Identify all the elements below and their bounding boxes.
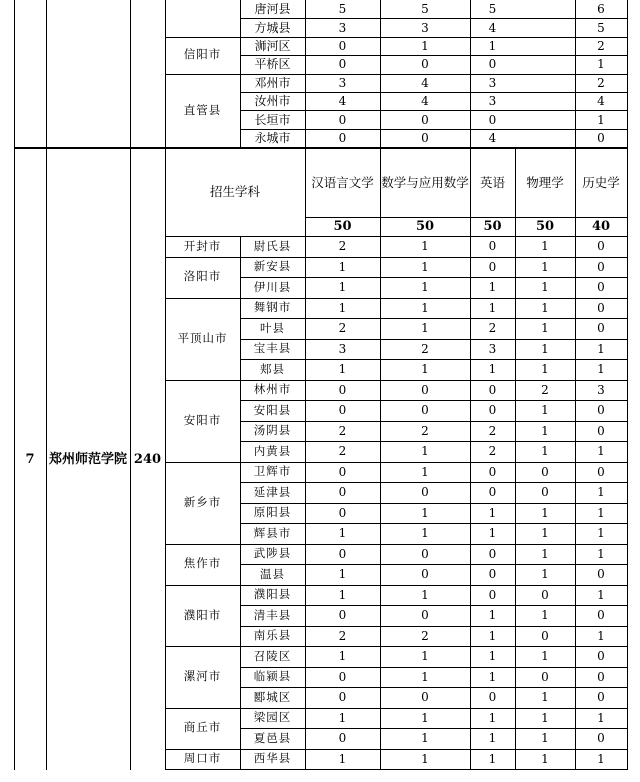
quota-value: 0 <box>338 382 347 397</box>
city-name: 周口市 <box>183 751 222 765</box>
quota-value: 0 <box>421 382 429 397</box>
grid-line <box>165 585 628 586</box>
county-name: 汤阴县 <box>253 423 292 437</box>
quota-value: 1 <box>597 341 605 356</box>
quota-value: 0 <box>597 731 605 746</box>
grid-line <box>240 92 628 93</box>
quota-value: 3 <box>421 20 429 35</box>
quota-value: 1 <box>421 259 429 274</box>
subject-name: 物理学 <box>526 174 564 190</box>
quota-value: 0 <box>421 567 429 582</box>
quota-value: 1 <box>541 751 549 766</box>
quota-value: 0 <box>338 505 347 520</box>
grid-line <box>240 18 628 19</box>
quota-value: 1 <box>488 38 497 53</box>
quota-value: 0 <box>338 38 347 53</box>
quota-value: 0 <box>421 403 429 418</box>
quota-value: 0 <box>488 382 497 397</box>
county-name: 长垣市 <box>254 112 291 127</box>
quota-value: 1 <box>597 57 605 72</box>
grid-line <box>165 298 628 299</box>
grid-line <box>165 37 628 38</box>
quota-value: 2 <box>488 321 497 336</box>
grid-line <box>380 149 381 770</box>
quota-value: 1 <box>541 259 549 274</box>
quota-value: 1 <box>541 567 549 582</box>
quota-value: 1 <box>488 526 497 541</box>
county-name: 濮阳县 <box>253 587 292 601</box>
quota-value: 0 <box>488 587 497 602</box>
quota-value: 2 <box>597 75 605 90</box>
quota-value: 1 <box>597 362 605 377</box>
grid-line <box>165 74 628 75</box>
quota-value: 1 <box>541 526 549 541</box>
quota-value: 2 <box>488 444 497 459</box>
grid-line <box>240 400 628 401</box>
quota-value: 0 <box>338 546 347 561</box>
subject-quota: 50 <box>415 219 435 234</box>
quota-value: 1 <box>597 112 605 127</box>
quota-value: 0 <box>597 280 605 295</box>
total-quota: 240 <box>133 451 162 467</box>
subject-name: 历史学 <box>582 174 620 190</box>
grid-line <box>165 257 628 258</box>
quota-value: 0 <box>488 690 497 705</box>
grid-line <box>240 421 628 422</box>
county-name: 召陵区 <box>253 648 292 663</box>
city-name: 平顶山市 <box>177 330 228 345</box>
row-index: 7 <box>25 451 35 467</box>
quota-value: 0 <box>421 690 429 705</box>
quota-value: 1 <box>541 280 549 295</box>
grid-line <box>515 149 516 770</box>
quota-value: 0 <box>421 57 429 72</box>
quota-value: 1 <box>338 362 347 377</box>
county-name: 尉氏县 <box>253 238 292 253</box>
quota-value: 1 <box>338 526 347 541</box>
county-name: 原阳县 <box>253 505 292 519</box>
quota-value: 2 <box>421 341 429 356</box>
quota-value: 1 <box>541 362 549 377</box>
quota-value: 0 <box>488 403 497 418</box>
grid-line <box>305 149 306 770</box>
quota-value: 1 <box>488 608 497 623</box>
grid-line <box>130 0 131 148</box>
quota-value: 0 <box>338 608 347 623</box>
quota-value: 2 <box>338 239 347 254</box>
quota-value: 1 <box>541 321 549 336</box>
quota-value: 2 <box>421 423 429 438</box>
grid-line <box>165 646 628 647</box>
city-name: 焦作市 <box>183 556 222 571</box>
quota-value: 1 <box>597 710 605 725</box>
quota-value: 1 <box>338 710 347 725</box>
city-name: 开封市 <box>183 238 222 253</box>
county-name: 舞钢市 <box>253 300 292 314</box>
quota-value: 1 <box>541 341 549 356</box>
city-name: 洛阳市 <box>183 269 222 284</box>
grid-line <box>240 728 628 729</box>
grid-line <box>240 441 628 442</box>
grid-line <box>130 149 131 770</box>
county-name: 汝州市 <box>254 94 291 109</box>
grid-line <box>240 667 628 668</box>
quota-value: 0 <box>488 485 497 500</box>
county-name: 温县 <box>260 566 285 581</box>
grid-line <box>165 708 628 709</box>
quota-value: 1 <box>597 587 605 602</box>
quota-value: 1 <box>488 628 497 643</box>
quota-value: 0 <box>338 130 347 145</box>
quota-value: 3 <box>488 75 497 90</box>
grid-line <box>240 564 628 565</box>
quota-value: 0 <box>488 112 497 127</box>
quota-value: 4 <box>421 94 429 109</box>
grid-line <box>240 277 628 278</box>
quota-value: 5 <box>488 2 497 17</box>
outer-left-line <box>14 149 15 770</box>
subject-quota: 50 <box>535 219 555 234</box>
county-name: 伊川县 <box>253 279 292 294</box>
quota-value: 1 <box>338 751 347 766</box>
quota-value: 0 <box>597 690 605 705</box>
county-name: 卫辉市 <box>253 464 292 478</box>
quota-value: 3 <box>597 382 605 397</box>
quota-value: 2 <box>338 321 347 336</box>
grid-line <box>240 339 628 340</box>
quota-value: 1 <box>541 608 549 623</box>
quota-value: 4 <box>597 94 605 109</box>
quota-value: 3 <box>338 75 347 90</box>
quota-value: 0 <box>541 485 549 500</box>
grid-line <box>240 687 628 688</box>
quota-value: 1 <box>338 649 347 664</box>
county-name: 武陟县 <box>253 546 292 560</box>
quota-value: 1 <box>488 669 497 684</box>
county-name: 平桥区 <box>254 57 291 72</box>
subject-quota: 50 <box>333 219 352 234</box>
quota-value: 0 <box>421 112 429 127</box>
quota-value: 2 <box>338 423 347 438</box>
quota-value: 3 <box>338 20 347 35</box>
grid-line <box>470 149 471 770</box>
quota-value: 1 <box>597 505 605 520</box>
outer-left-line <box>14 0 15 148</box>
school-name: 郑州师范学院 <box>48 451 127 467</box>
quota-value: 3 <box>338 341 347 356</box>
quota-value: 0 <box>488 546 497 561</box>
quota-value: 1 <box>421 280 429 295</box>
quota-value: 0 <box>421 608 429 623</box>
grid-line <box>46 149 47 770</box>
quota-value: 0 <box>421 546 429 561</box>
quota-value: 1 <box>541 444 549 459</box>
quota-value: 0 <box>541 628 549 643</box>
grid-line <box>575 149 576 770</box>
subject-name: 汉语言文学 <box>311 174 374 190</box>
quota-value: 0 <box>338 485 347 500</box>
quota-value: 1 <box>421 505 429 520</box>
quota-value: 0 <box>597 669 605 684</box>
quota-value: 0 <box>597 423 605 438</box>
quota-value: 0 <box>597 567 605 582</box>
quota-value: 0 <box>488 239 497 254</box>
county-name: 林州市 <box>253 382 292 396</box>
county-name: 清丰县 <box>253 607 292 622</box>
quota-value: 0 <box>338 57 347 72</box>
quota-value: 1 <box>338 300 347 315</box>
outer-right-line <box>627 149 628 770</box>
quota-value: 4 <box>338 94 347 109</box>
city-name: 直管县 <box>183 102 222 117</box>
quota-value: 2 <box>597 38 605 53</box>
quota-value: 1 <box>488 751 497 766</box>
quota-value: 2 <box>338 444 347 459</box>
grid-line <box>240 129 628 130</box>
county-name: 叶县 <box>260 320 285 335</box>
grid-line <box>240 605 628 606</box>
quota-value: 0 <box>597 608 605 623</box>
quota-value: 1 <box>488 731 497 746</box>
county-name: 郾城区 <box>253 689 292 704</box>
grid-line <box>240 503 628 504</box>
county-name: 南乐县 <box>253 628 292 642</box>
quota-value: 0 <box>338 669 347 684</box>
county-name: 邓州市 <box>254 75 291 90</box>
county-name: 新安县 <box>253 259 292 273</box>
quota-value: 1 <box>488 505 497 520</box>
county-name: 方城县 <box>254 20 291 35</box>
quota-value: 4 <box>488 130 497 145</box>
quota-value: 1 <box>541 649 549 664</box>
quota-value: 0 <box>421 485 429 500</box>
quota-value: 1 <box>421 710 429 725</box>
quota-value: 0 <box>597 321 605 336</box>
city-name: 安阳市 <box>183 412 222 427</box>
county-name: 郏县 <box>260 361 285 376</box>
quota-value: 1 <box>421 464 429 479</box>
county-name: 安阳县 <box>253 402 292 417</box>
county-name: 辉县市 <box>253 525 292 540</box>
grid-line <box>165 236 628 237</box>
quota-value: 1 <box>421 300 429 315</box>
quota-value: 1 <box>541 546 549 561</box>
quota-value: 5 <box>338 2 347 17</box>
grid-line <box>240 318 628 319</box>
quota-value: 0 <box>488 259 497 274</box>
quota-value: 2 <box>421 628 429 643</box>
header-enrollment-subjects: 招生学科 <box>209 184 260 200</box>
quota-value: 1 <box>597 751 605 766</box>
quota-value: 5 <box>597 20 605 35</box>
quota-value: 1 <box>541 403 549 418</box>
city-name: 商丘市 <box>183 720 222 735</box>
quota-value: 1 <box>421 321 429 336</box>
grid-line <box>165 380 628 381</box>
grid-line <box>240 110 628 111</box>
subject-quota: 40 <box>591 219 611 234</box>
quota-value: 0 <box>488 57 497 72</box>
quota-value: 1 <box>541 423 549 438</box>
quota-value: 0 <box>541 587 549 602</box>
subject-name: 数学与应用数学 <box>381 174 469 190</box>
quota-value: 1 <box>541 505 549 520</box>
quota-value: 0 <box>597 649 605 664</box>
city-name: 濮阳市 <box>183 607 222 622</box>
grid-line <box>165 544 628 545</box>
county-name: 内黄县 <box>253 443 292 458</box>
subject-name: 英语 <box>479 174 505 190</box>
quota-value: 1 <box>541 239 549 254</box>
quota-value: 1 <box>541 690 549 705</box>
grid-line <box>240 359 628 360</box>
quota-value: 1 <box>597 444 605 459</box>
grid-line <box>305 217 628 218</box>
quota-value: 0 <box>541 464 549 479</box>
city-name: 信阳市 <box>183 47 222 62</box>
quota-value: 1 <box>488 280 497 295</box>
grid-line <box>240 482 628 483</box>
quota-value: 0 <box>338 403 347 418</box>
county-name: 梁园区 <box>253 710 292 724</box>
quota-value: 5 <box>421 2 429 17</box>
county-name: 夏邑县 <box>253 730 292 745</box>
quota-value: 1 <box>338 259 347 274</box>
subject-quota: 50 <box>483 219 502 234</box>
quota-value: 0 <box>338 112 347 127</box>
quota-value: 0 <box>597 464 605 479</box>
quota-value: 1 <box>338 280 347 295</box>
quota-value: 2 <box>488 423 497 438</box>
quota-value: 1 <box>338 587 347 602</box>
quota-value: 1 <box>597 546 605 561</box>
quota-value: 1 <box>597 526 605 541</box>
county-name: 宝丰县 <box>253 341 292 355</box>
quota-value: 1 <box>338 567 347 582</box>
quota-value: 2 <box>338 628 347 643</box>
quota-value: 3 <box>488 341 497 356</box>
quota-value: 0 <box>597 403 605 418</box>
quota-value: 0 <box>488 464 497 479</box>
quota-value: 0 <box>597 300 605 315</box>
quota-value: 1 <box>488 710 497 725</box>
quota-value: 1 <box>597 628 605 643</box>
quota-value: 0 <box>338 690 347 705</box>
county-name: 西华县 <box>253 751 292 765</box>
quota-value: 1 <box>488 649 497 664</box>
quota-value: 1 <box>541 710 549 725</box>
county-name: 唐河县 <box>254 2 291 17</box>
grid-line <box>240 523 628 524</box>
quota-value: 0 <box>338 731 347 746</box>
grid-line <box>165 749 628 750</box>
quota-value: 1 <box>421 526 429 541</box>
quota-value: 3 <box>488 94 497 109</box>
quota-value: 1 <box>421 751 429 766</box>
quota-value: 0 <box>597 130 605 145</box>
quota-value: 1 <box>541 731 549 746</box>
quota-value: 1 <box>421 239 429 254</box>
quota-value: 4 <box>421 75 429 90</box>
quota-value: 1 <box>421 38 429 53</box>
quota-value: 0 <box>541 669 549 684</box>
grid-line <box>165 462 628 463</box>
quota-value: 1 <box>421 669 429 684</box>
county-name: 临颍县 <box>253 669 292 683</box>
county-name: 延津县 <box>253 484 292 499</box>
grid-line <box>165 769 628 770</box>
quota-value: 0 <box>421 130 429 145</box>
county-name: 永城市 <box>254 130 291 145</box>
quota-value: 1 <box>421 649 429 664</box>
quota-value: 1 <box>421 587 429 602</box>
quota-value: 6 <box>597 2 605 17</box>
grid-line <box>240 55 628 56</box>
quota-value: 2 <box>541 382 549 397</box>
quota-value: 0 <box>597 239 605 254</box>
quota-value: 1 <box>597 485 605 500</box>
county-name: 浉河区 <box>254 38 291 53</box>
city-name: 新乡市 <box>183 494 222 509</box>
grid-line <box>46 0 47 148</box>
quota-value: 1 <box>421 362 429 377</box>
grid-line <box>165 149 166 770</box>
quota-value: 1 <box>488 300 497 315</box>
quota-value: 1 <box>421 444 429 459</box>
quota-value: 0 <box>488 567 497 582</box>
city-name: 漯河市 <box>183 669 222 683</box>
quota-value: 1 <box>421 731 429 746</box>
grid-line <box>240 626 628 627</box>
quota-value: 4 <box>488 20 497 35</box>
quota-value: 1 <box>488 362 497 377</box>
quota-value: 0 <box>338 464 347 479</box>
quota-value: 0 <box>597 259 605 274</box>
quota-value: 1 <box>541 300 549 315</box>
